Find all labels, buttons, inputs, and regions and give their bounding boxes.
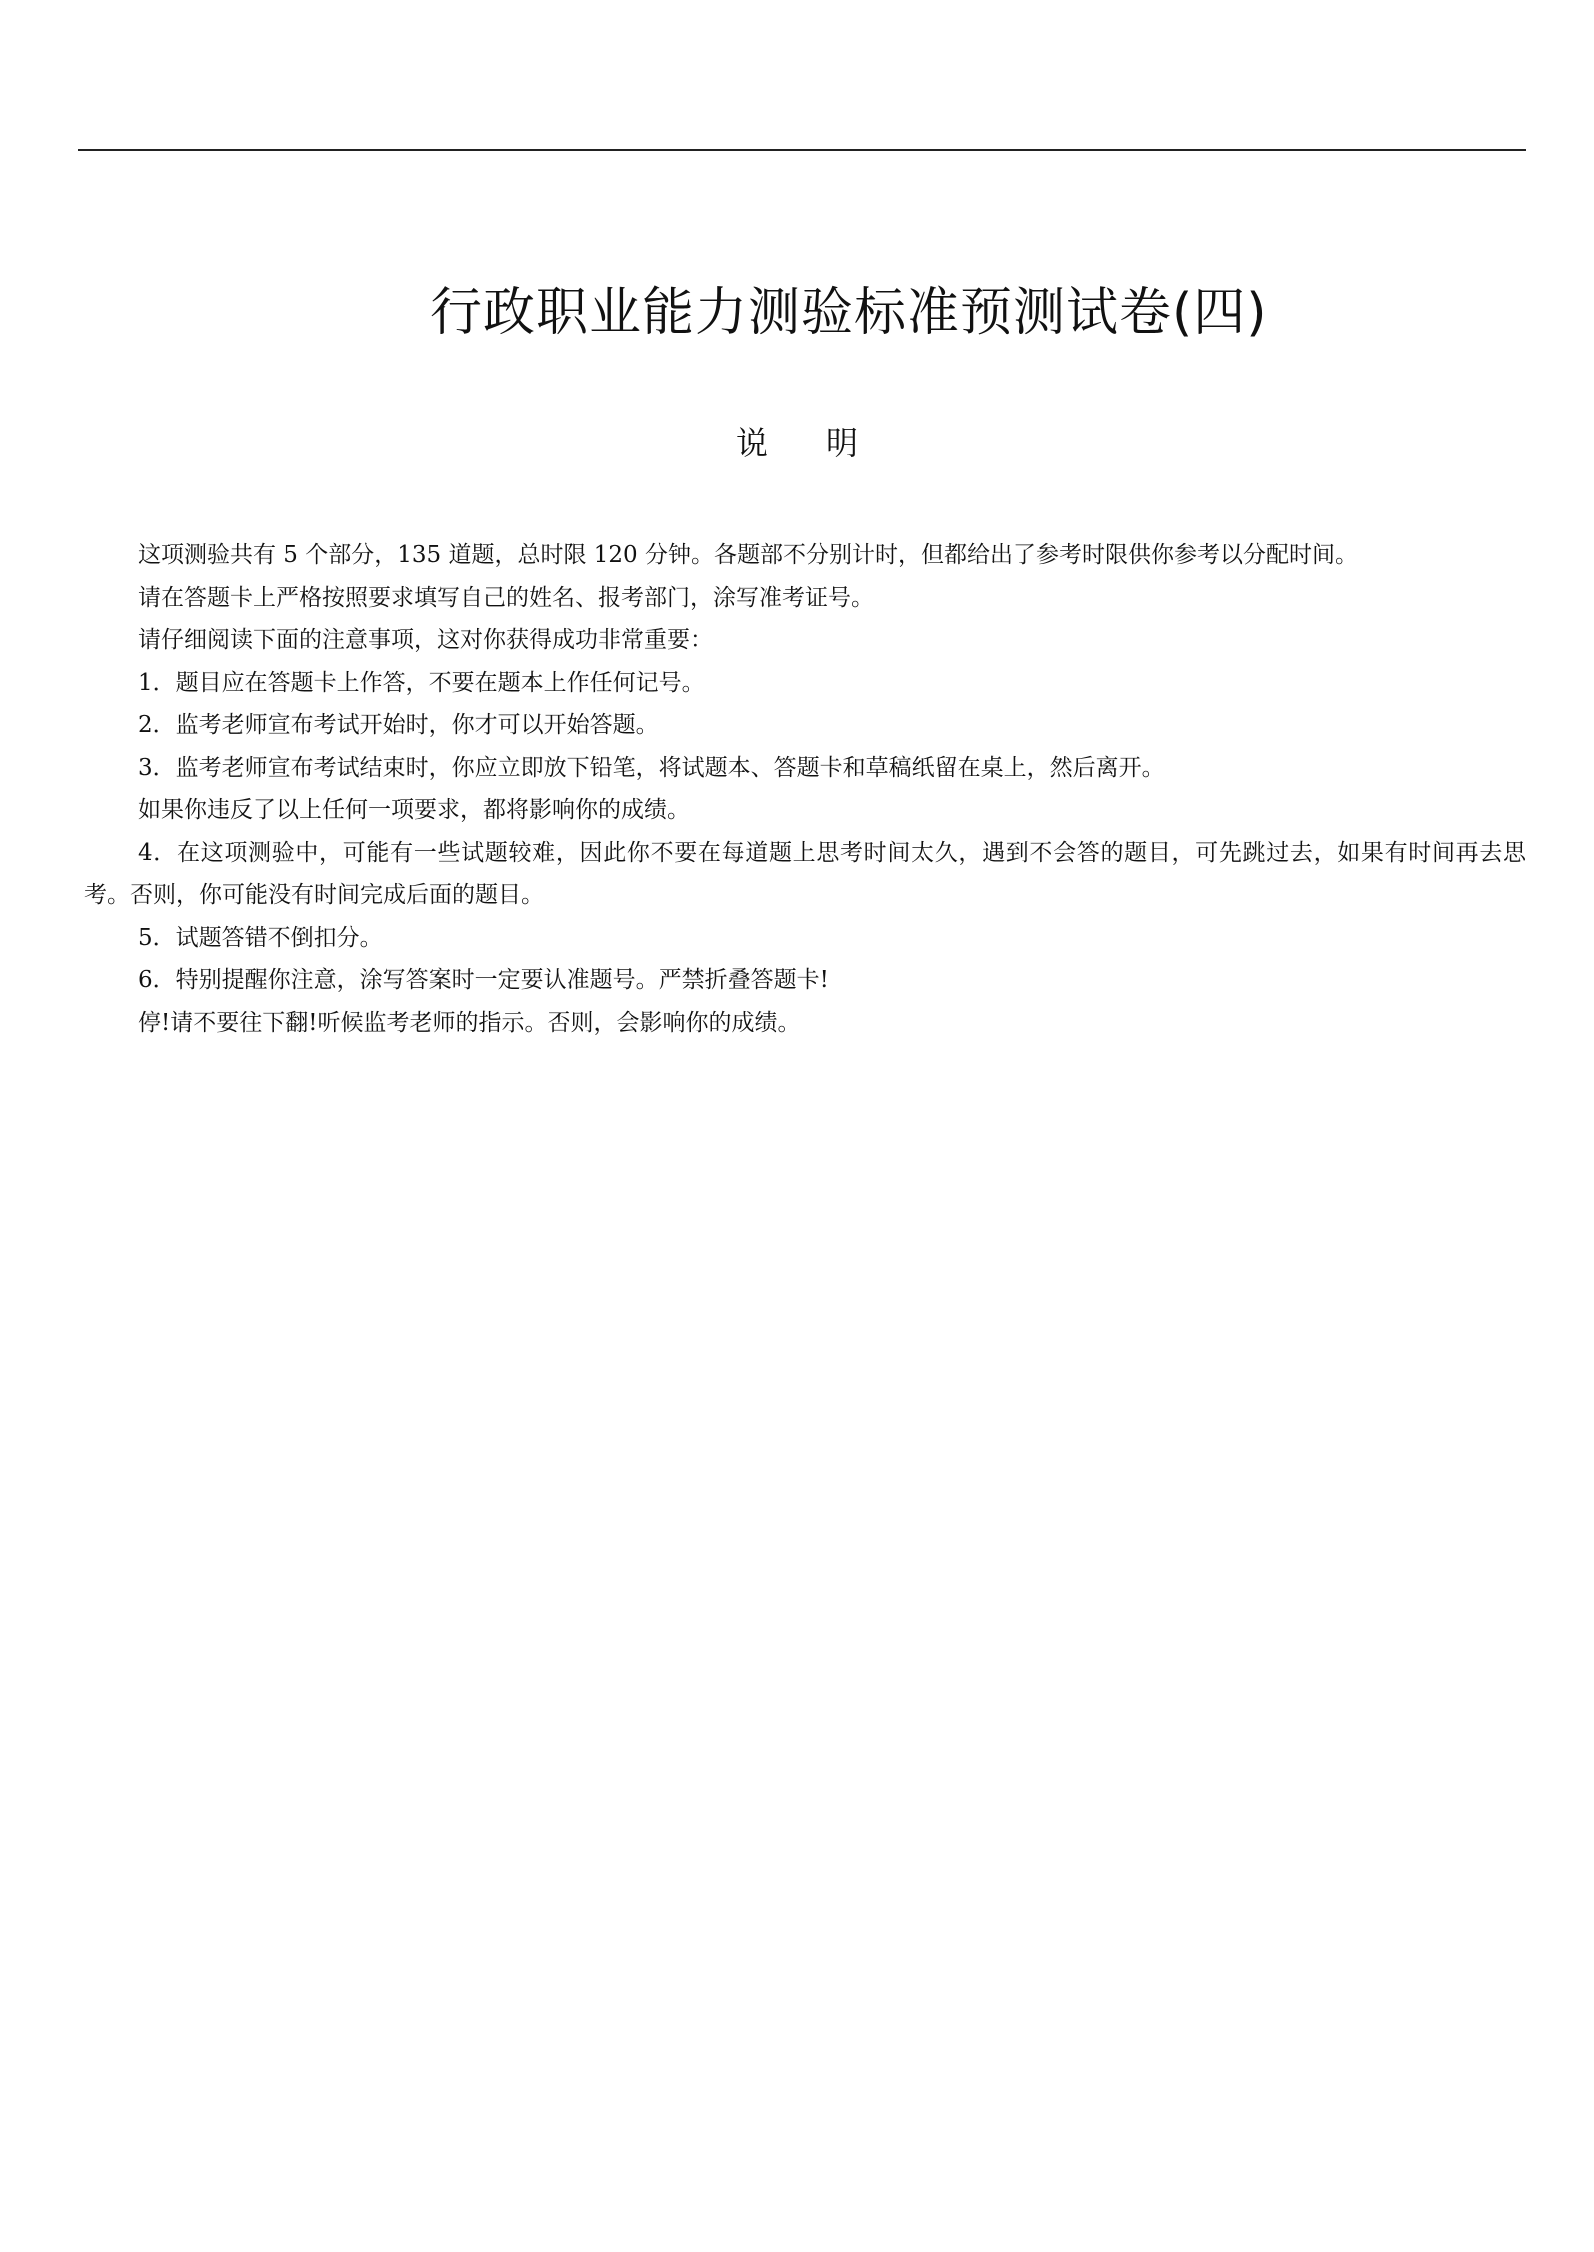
section-heading: 说明 — [735, 424, 916, 462]
instruction-paragraph: 4．在这项测验中，可能有一些试题较难，因此你不要在每道题上思考时间太久，遇到不会答的题目，可先跳过去，如果有时间再去思考。否则，你可能没有时间完成后面的题目。 — [84, 839, 1526, 908]
header-rule — [78, 149, 1526, 151]
instruction-paragraph: 停!请不要往下翻!听候监考老师的指示。否则，会影响你的成绩。 — [138, 1009, 801, 1036]
document-title: 行政职业能力测验标准预测试卷(四) — [430, 283, 1268, 343]
instruction-paragraph: 这项测验共有 5 个部分，135 道题，总时限 120 分钟。各题部不分别计时，但都给出了参考时限供你参考以分配时间。 — [138, 542, 1358, 568]
instruction-paragraph: 2．监考老师宣布考试开始时，你才可以开始答题。 — [138, 712, 659, 738]
instruction-paragraph: 6．特别提醒你注意，涂写答案时一定要认准题号。严禁折叠答题卡! — [138, 967, 829, 993]
instruction-paragraph: 如果你违反了以上任何一项要求，都将影响你的成绩。 — [138, 797, 690, 823]
instruction-paragraph: 5．试题答错不倒扣分。 — [138, 924, 383, 951]
instruction-paragraph: 1．题目应在答题卡上作答，不要在题本上作任何记号。 — [138, 669, 705, 696]
instruction-paragraph: 3．监考老师宣布考试结束时，你应立即放下铅笔，将试题本、答题卡和草稿纸留在桌上，然后离开。 — [138, 754, 1165, 781]
instructions-body — [84, 534, 1526, 1044]
instruction-paragraph: 请在答题卡上严格按照要求填写自己的姓名、报考部门，涂写准考证号。 — [138, 584, 874, 611]
instruction-paragraph: 请仔细阅读下面的注意事项，这对你获得成功非常重要： — [138, 627, 713, 653]
